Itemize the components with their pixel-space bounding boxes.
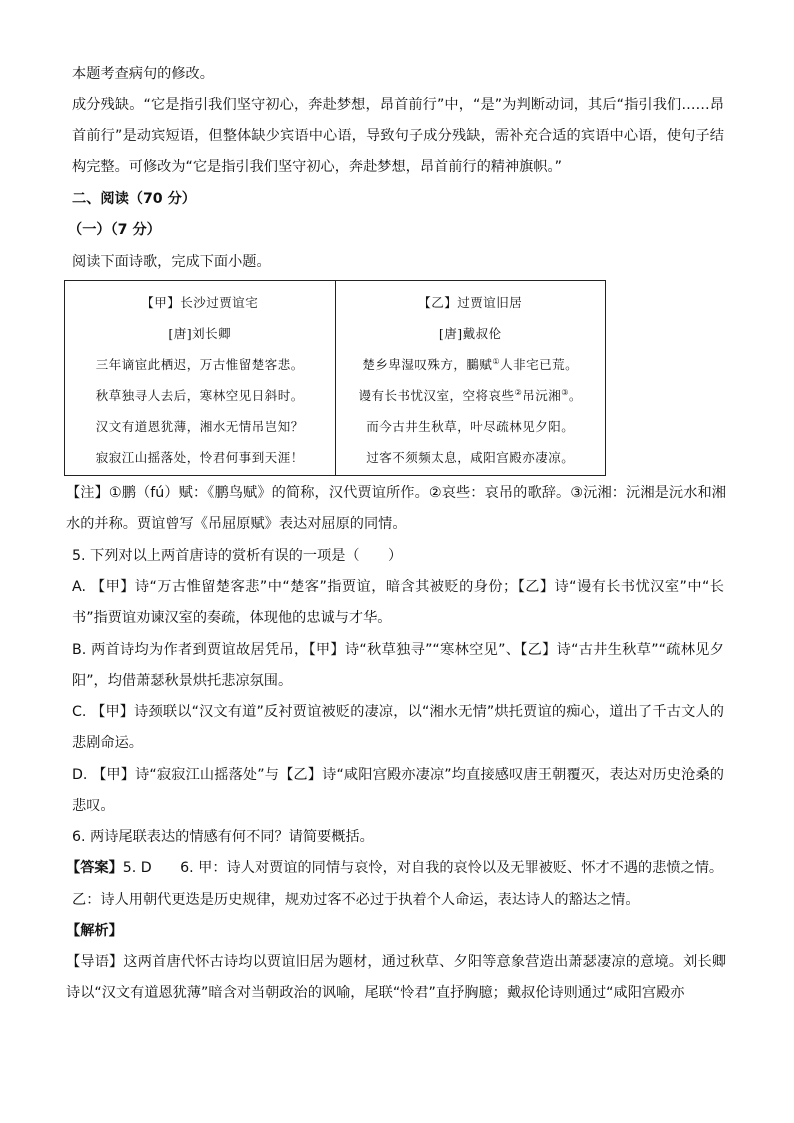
answer-label: 【答案】	[66, 860, 123, 876]
poem-b-line	[336, 349, 606, 380]
poem-a-line: 汉文有道恩犹薄，湘水无情吊岂知？	[95, 419, 304, 434]
answer-text: 5. D 6. 甲：诗人对贾谊的同情与哀怜，对自我的哀怜以及无罪被贬、怀才不遇的悲愤之情。	[122, 860, 724, 876]
intro-explanation: 成分残缺。“它是指引我们坚守初心，奔赴梦想，昂首前行”中，“是”为判断动词，其后“指引我们……昂首前行”是动宾短语，但整体缺少宾语中心语，导致句子成分残缺，需补充合适的宾语中心语，使句子结构完整。可修改为“它是指引我们坚守初心，奔赴梦想，昂首前行的精神旗帜。”	[72, 97, 724, 175]
question-5-option-b: B. 两首诗均为作者到贾谊故居凭吊，【甲】诗“秋草独寻”“寒林空见”、【乙】诗“古井生秋草”“疏林见夕阳”，均借萧瑟秋景烘托悲凉氛围。	[72, 642, 724, 689]
poem-b-title: 【乙】过贾谊旧居	[418, 295, 523, 310]
section-heading: 二、阅读（70 分）	[72, 191, 196, 207]
poem-b-author: [唐]戴叔伦	[438, 326, 502, 341]
poem-b-line-text: 谩有长书忧汉室，空将哀些	[358, 388, 515, 403]
analysis-guide: 【导语】这两首唐代怀古诗均以贾谊旧居为题材，通过秋草、夕阳等意象营造出萧瑟凄凉的意境。刘长卿诗以“汉文有道恩犹薄”暗含对当朝政治的讽喻，尾联“怜君”直抒胸臆；戴叔伦诗则通过“咸阳宫殿亦	[66, 954, 726, 1001]
answer-line	[66, 853, 726, 884]
poem-b-line-text: 吊沅湘	[522, 388, 562, 403]
analysis-label: 【解析】	[66, 923, 123, 939]
reading-instruction: 阅读下面诗歌，完成下面小题。	[72, 254, 271, 270]
poem-b-line-text: 楚乡卑湿叹殊方，鵩赋	[362, 357, 493, 372]
question-5-option-a: A. 【甲】诗“万古惟留楚客悲”中“楚客”指贾谊，暗含其被贬的身份；【乙】诗“谩有长书忧汉室”中“长书”指贾谊劝谏汉室的奏疏，体现他的忠诚与才华。	[72, 579, 724, 626]
poem-b-line	[336, 380, 606, 411]
poem-b-line-text: 。	[568, 388, 582, 403]
question-6-stem: 6. 两诗尾联表达的情感有何不同？请简要概括。	[72, 829, 374, 845]
poem-a-title: 【甲】长沙过贾谊宅	[141, 295, 259, 310]
section-subheading: （一）（7 分）	[68, 222, 161, 238]
poem-a-line: 秋草独寻人去后，寒林空见日斜时。	[95, 388, 304, 403]
poem-b-line: 过客不须频太息，咸阳宫殿亦凄凉。	[366, 450, 575, 465]
answer-line-2: 乙：诗人用朝代更迭是历史规律，规劝过客不必过于执着个人命运，表达诗人的豁达之情。	[72, 892, 640, 908]
poem-b-line: 而今古井生秋草，叶尽疏林见夕阳。	[366, 419, 575, 434]
footnote-marker: ②	[514, 387, 523, 397]
question-5-option-c: C. 【甲】诗颈联以“汉文有道”反衬贾谊被贬的凄凉，以“湘水无情”烘托贾谊的痴心，道出了千古文人的悲剧命运。	[72, 704, 724, 751]
footnote: 【注】①鹏（fú）赋：《鹏鸟赋》的简称，汉代贾谊所作。②哀些：哀吊的歌辞。③沅湘：沅湘是沅水和湘水的并称。贾谊曾写《吊屈原赋》表达对屈原的同情。	[66, 485, 726, 532]
poem-b	[335, 281, 606, 475]
poem-a	[65, 281, 335, 475]
poem-b-line-text: 人非宅已荒。	[500, 357, 579, 372]
poem-a-author: [唐]刘长卿	[168, 326, 232, 341]
intro-line: 本题考查病句的修改。	[72, 66, 214, 82]
footnote-marker: ①	[492, 356, 501, 366]
poem-a-line: 三年谪宦此栖迟，万古惟留楚客悲。	[95, 357, 304, 372]
footnote-marker: ③	[561, 387, 569, 397]
poem-table	[64, 280, 606, 476]
question-5-stem: 5. 下列对以上两首唐诗的赏析有误的一项是（ ）	[72, 548, 403, 564]
question-5-option-d: D. 【甲】诗“寂寂江山摇落处”与【乙】诗“咸阳宫殿亦凄凉”均直接感叹唐王朝覆灭，表达对历史沧桑的悲叹。	[72, 767, 724, 814]
poem-a-line: 寂寂江山摇落处，怜君何事到天涯！	[95, 450, 304, 465]
